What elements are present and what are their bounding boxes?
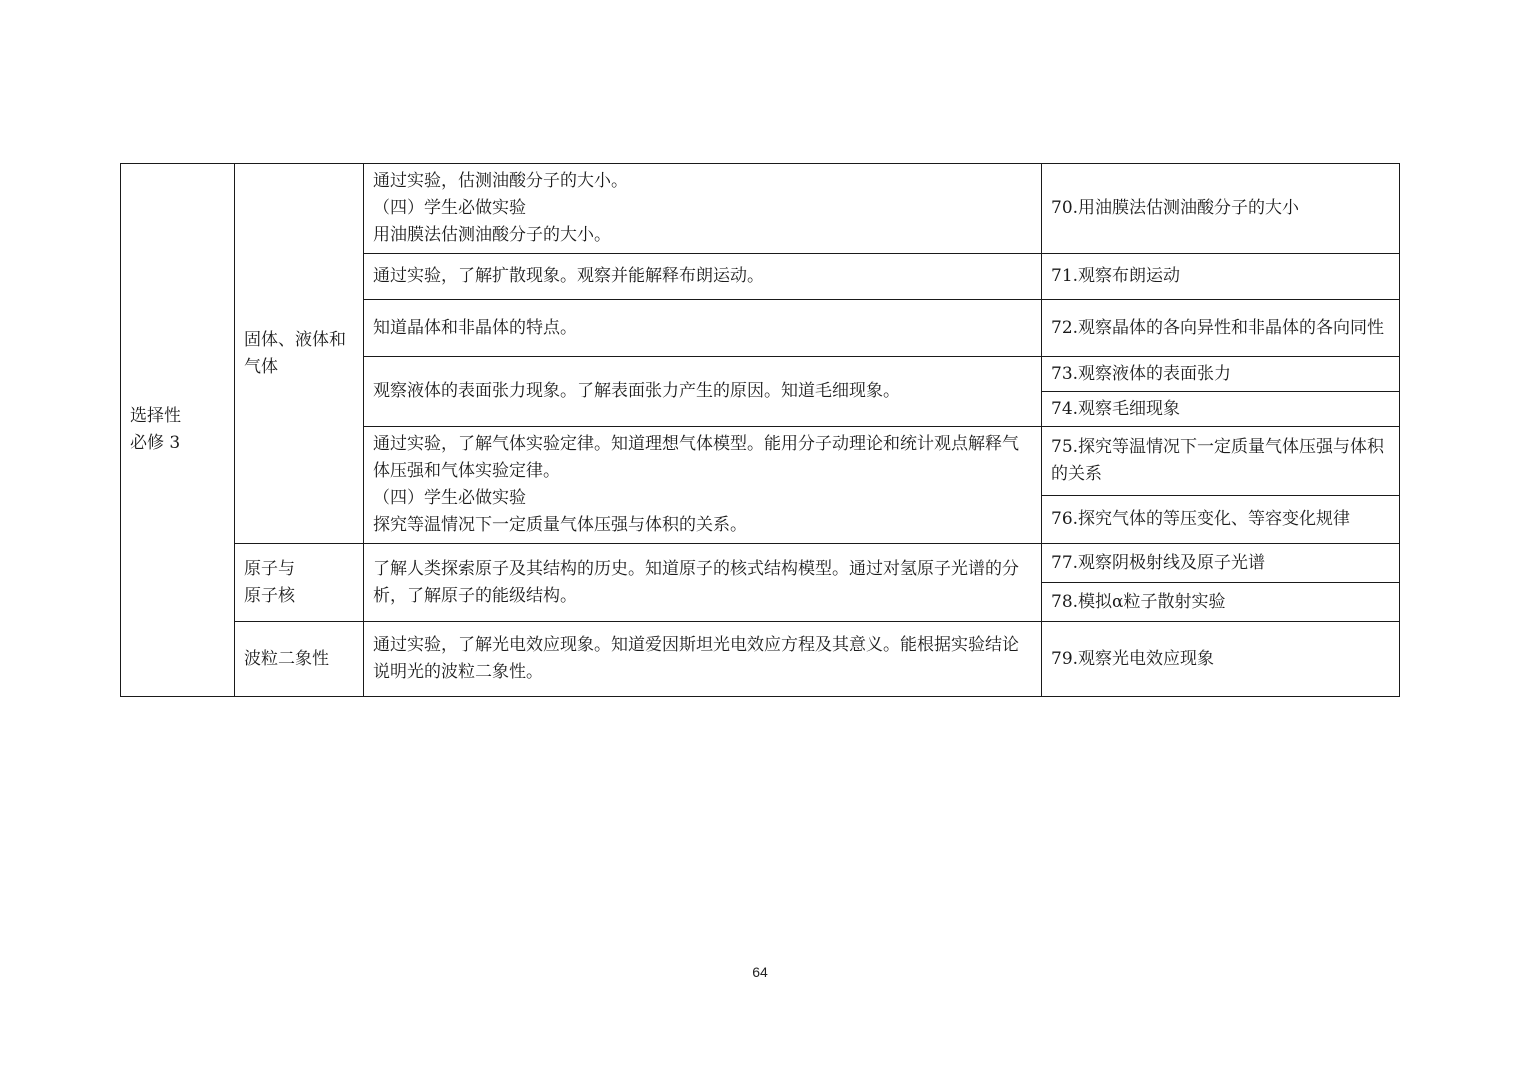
- activity-73: 73.观察液体的表面张力: [1042, 357, 1400, 392]
- activity-76: 76.探究气体的等压变化、等容变化规律: [1042, 495, 1400, 543]
- activity-74: 74.观察毛细现象: [1042, 392, 1400, 427]
- activity-75: 75.探究等温情况下一定质量气体压强与体积的关系: [1042, 427, 1400, 496]
- table-row: [121, 544, 1400, 583]
- page-number: 64: [752, 964, 768, 980]
- topic-cell-atom-nucleus: 原子与 原子核: [235, 544, 364, 622]
- activity-71: 71.观察布朗运动: [1042, 254, 1400, 300]
- topic-cell-wave-particle: 波粒二象性: [235, 622, 364, 697]
- activity-79: 79.观察光电效应现象: [1042, 622, 1400, 697]
- table-row: [121, 164, 1400, 254]
- requirement-atomic-structure: 了解人类探索原子及其结构的历史。知道原子的核式结构模型。通过对氢原子光谱的分析，了解原子的能级结构。: [364, 544, 1042, 622]
- requirement-gas-laws: 通过实验，了解气体实验定律。知道理想气体模型。能用分子动理论和统计观点解释气体压强和气体实验定律。 （四）学生必做实验 探究等温情况下一定质量气体压强与体积的关系。: [364, 427, 1042, 544]
- table-row: [121, 622, 1400, 697]
- curriculum-table: [120, 163, 1400, 697]
- module-cell: 选择性 必修 3: [121, 164, 235, 697]
- topic-cell-solids-liquids-gases: 固体、液体和 气体: [235, 164, 364, 544]
- requirement-photoelectric: 通过实验，了解光电效应现象。知道爱因斯坦光电效应方程及其意义。能根据实验结论说明光的波粒二象性。: [364, 622, 1042, 697]
- requirement-diffusion: 通过实验，了解扩散现象。观察并能解释布朗运动。: [364, 254, 1042, 300]
- activity-78: 78.模拟α粒子散射实验: [1042, 583, 1400, 622]
- requirement-oil-film: 通过实验，估测油酸分子的大小。 （四）学生必做实验 用油膜法估测油酸分子的大小。: [364, 164, 1042, 254]
- requirement-crystal: 知道晶体和非晶体的特点。: [364, 300, 1042, 357]
- activity-72: 72.观察晶体的各向异性和非晶体的各向同性: [1042, 300, 1400, 357]
- activity-70: 70.用油膜法估测油酸分子的大小: [1042, 164, 1400, 254]
- requirement-surface-tension: 观察液体的表面张力现象。了解表面张力产生的原因。知道毛细现象。: [364, 357, 1042, 427]
- activity-77: 77.观察阴极射线及原子光谱: [1042, 544, 1400, 583]
